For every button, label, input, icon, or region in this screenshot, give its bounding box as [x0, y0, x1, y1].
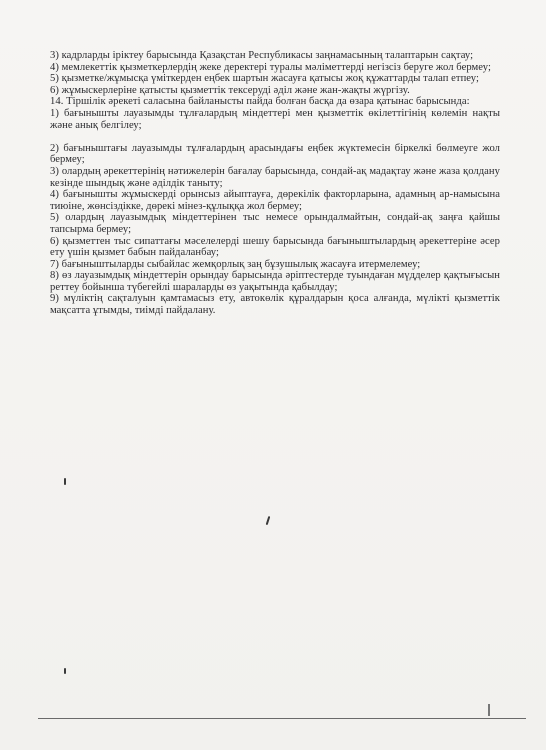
paragraph: 4) бағынышты жұмыскерді орынсыз айыптауға, дөрекілік факторларына, адамның ар-намысына тиюіне, жөнсіздікке, дөрекі мінез-құлыққа жол бермеу;: [50, 189, 500, 212]
section-heading: 14. Тіршілік әрекеті саласына байланысты пайда болған басқа да өзара қатынас барысында:: [50, 96, 470, 108]
paragraph: 3) кадрларды іріктеу барысында Қазақстан Республикасы заңнамасының талаптарын сақтау;: [50, 50, 474, 61]
paragraph: 8) өз лауазымдық міндеттерін орындау барысында әріптестерде туындаған мүдделер қақтығысын реттеу бойынша түбегейлі шараларды өз уақытында қабылдау;: [50, 270, 500, 293]
paragraph: 6) жұмыскерлеріне қатысты қызметтік тексеруді әділ және жан-жақты жүргізу.: [50, 84, 410, 96]
paragraph: 2) бағыныштағы лауазымды тұлғалардың арасындағы еңбек жүктемесін біркелкі бөлмеуге жол бермеу;: [50, 142, 500, 166]
scan-speck: [266, 516, 270, 525]
footer-rule: [38, 718, 526, 719]
scan-speck: [488, 704, 490, 716]
paragraph: 1) бағынышты лауазымды тұлғалардың міндеттері мен қызметтік өкілеттігінің көлемін нақты және анық белгілеу;: [50, 107, 500, 131]
scan-speck: [64, 478, 66, 485]
paragraph: 5) қызметке/жұмысқа үміткерден еңбек шартын жасауға қатысы жоқ құжаттарды талап етпеу;: [50, 73, 479, 85]
paragraph: 5) олардың лауазымдық міндеттерінен тыс немесе орындалмайтын, сондай-ақ заңға қайшы тапсырма бермеу;: [50, 212, 500, 235]
paragraph: 4) мемлекеттік қызметкерлердің жеке деректері туралы мәліметтерді негізсіз беруге жол бермеу;: [50, 61, 491, 73]
paragraph: 3) олардың әрекеттерінің нәтижелерін бағалау барысында, сондай-ақ мадақтау және жаза қолдану кезінде шындық және әділдік таныту;: [50, 165, 500, 189]
spacer: [50, 131, 500, 143]
paragraph: 7) бағыныштыларды сыбайлас жемқорлық заң бұзушылық жасауға итермелемеу;: [50, 258, 421, 270]
paragraph: 9) мүліктің сақталуын қамтамасыз ету, автокөлік құралдарын қоса алғанда, мүлікті қызметтік мақсатта ұтымды, тиімді пайдалану.: [50, 293, 500, 317]
paragraph: 6) қызметтен тыс сипаттағы мәселелерді шешу барысында бағыныштылардың әрекеттеріне әсер ету үшін қызмет бабын пайдаланбау;: [50, 235, 500, 259]
document-body: [50, 50, 500, 317]
scan-speck: [64, 668, 66, 674]
